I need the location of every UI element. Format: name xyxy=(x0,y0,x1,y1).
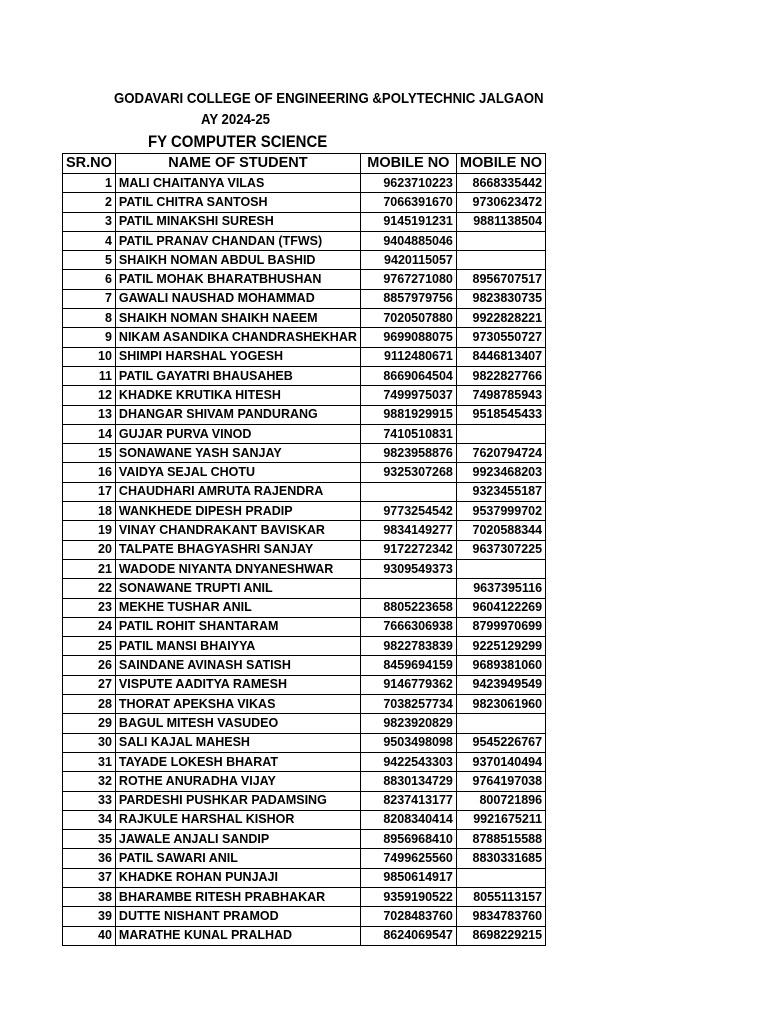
cell-srno: 3 xyxy=(63,212,116,231)
cell-srno: 37 xyxy=(63,868,116,887)
cell-mobile-1: 9172272342 xyxy=(360,540,456,559)
cell-student-name: VISPUTE AADITYA RAMESH xyxy=(115,675,360,694)
cell-student-name: PATIL MANSI BHAIYYA xyxy=(115,637,360,656)
cell-srno: 22 xyxy=(63,579,116,598)
cell-mobile-2: 8799970699 xyxy=(456,617,545,636)
cell-mobile-2: 8956707517 xyxy=(456,270,545,289)
cell-srno: 7 xyxy=(63,289,116,308)
table-row xyxy=(63,791,546,810)
cell-student-name: WADODE NIYANTA DNYANESHWAR xyxy=(115,559,360,578)
table-row xyxy=(63,849,546,868)
cell-student-name: PATIL MINAKSHI SURESH xyxy=(115,212,360,231)
table-row xyxy=(63,270,546,289)
cell-mobile-1: 7410510831 xyxy=(360,424,456,443)
cell-srno: 26 xyxy=(63,656,116,675)
cell-mobile-2: 9225129299 xyxy=(456,637,545,656)
table-row xyxy=(63,366,546,385)
table-row xyxy=(63,617,546,636)
cell-mobile-2: 7498785943 xyxy=(456,386,545,405)
cell-mobile-1: 8669064504 xyxy=(360,366,456,385)
cell-mobile-2: 8788515588 xyxy=(456,830,545,849)
cell-student-name: SONAWANE YASH SANJAY xyxy=(115,444,360,463)
table-row xyxy=(63,714,546,733)
cell-mobile-2: 800721896 xyxy=(456,791,545,810)
cell-student-name: BHARAMBE RITESH PRABHAKAR xyxy=(115,887,360,906)
cell-mobile-2 xyxy=(456,251,545,270)
cell-mobile-2: 9921675211 xyxy=(456,810,545,829)
col-header-srno: SR.NO xyxy=(63,154,116,174)
cell-mobile-2: 9923468203 xyxy=(456,463,545,482)
cell-student-name: GUJAR PURVA VINOD xyxy=(115,424,360,443)
cell-srno: 35 xyxy=(63,830,116,849)
table-row xyxy=(63,656,546,675)
table-row xyxy=(63,424,546,443)
table-row xyxy=(63,482,546,501)
cell-srno: 27 xyxy=(63,675,116,694)
cell-srno: 4 xyxy=(63,231,116,250)
cell-mobile-2: 9423949549 xyxy=(456,675,545,694)
cell-srno: 30 xyxy=(63,733,116,752)
table-row xyxy=(63,444,546,463)
cell-mobile-1: 9850614917 xyxy=(360,868,456,887)
cell-srno: 1 xyxy=(63,174,116,193)
cell-srno: 21 xyxy=(63,559,116,578)
cell-mobile-2 xyxy=(456,559,545,578)
cell-student-name: JAWALE ANJALI SANDIP xyxy=(115,830,360,849)
cell-srno: 32 xyxy=(63,772,116,791)
cell-srno: 9 xyxy=(63,328,116,347)
col-header-name: NAME OF STUDENT xyxy=(115,154,360,174)
cell-mobile-1: 9309549373 xyxy=(360,559,456,578)
table-row xyxy=(63,733,546,752)
cell-student-name: PATIL SAWARI ANIL xyxy=(115,849,360,868)
cell-srno: 20 xyxy=(63,540,116,559)
table-row xyxy=(63,521,546,540)
cell-mobile-1: 9404885046 xyxy=(360,231,456,250)
table-row xyxy=(63,868,546,887)
cell-student-name: SAINDANE AVINASH SATISH xyxy=(115,656,360,675)
cell-mobile-1: 8624069547 xyxy=(360,926,456,945)
cell-srno: 13 xyxy=(63,405,116,424)
cell-student-name: MEKHE TUSHAR ANIL xyxy=(115,598,360,617)
cell-srno: 5 xyxy=(63,251,116,270)
cell-student-name: SHAIKH NOMAN ABDUL BASHID xyxy=(115,251,360,270)
cell-mobile-2: 9764197038 xyxy=(456,772,545,791)
table-row xyxy=(63,907,546,926)
cell-srno: 16 xyxy=(63,463,116,482)
table-row xyxy=(63,926,546,945)
cell-srno: 12 xyxy=(63,386,116,405)
table-row xyxy=(63,598,546,617)
table-row xyxy=(63,637,546,656)
cell-mobile-2: 9823830735 xyxy=(456,289,545,308)
table-row xyxy=(63,502,546,521)
cell-mobile-1: 9422543303 xyxy=(360,752,456,771)
cell-mobile-2: 9637307225 xyxy=(456,540,545,559)
table-row xyxy=(63,695,546,714)
table-row xyxy=(63,887,546,906)
cell-student-name: TALPATE BHAGYASHRI SANJAY xyxy=(115,540,360,559)
table-row xyxy=(63,772,546,791)
cell-mobile-2: 9689381060 xyxy=(456,656,545,675)
cell-mobile-2: 9834783760 xyxy=(456,907,545,926)
cell-student-name: PATIL ROHIT SHANTARAM xyxy=(115,617,360,636)
cell-mobile-2: 8668335442 xyxy=(456,174,545,193)
cell-mobile-1: 8956968410 xyxy=(360,830,456,849)
header-row xyxy=(63,154,546,174)
cell-mobile-2: 9604122269 xyxy=(456,598,545,617)
cell-srno: 31 xyxy=(63,752,116,771)
cell-srno: 33 xyxy=(63,791,116,810)
cell-srno: 8 xyxy=(63,309,116,328)
col-header-mobile-1: MOBILE NO xyxy=(360,154,456,174)
cell-mobile-2: 9881138504 xyxy=(456,212,545,231)
table-row xyxy=(63,675,546,694)
table-row xyxy=(63,251,546,270)
cell-mobile-2: 9922828221 xyxy=(456,309,545,328)
cell-student-name: VINAY CHANDRAKANT BAVISKAR xyxy=(115,521,360,540)
cell-mobile-1: 9146779362 xyxy=(360,675,456,694)
table-row xyxy=(63,540,546,559)
table-row xyxy=(63,810,546,829)
cell-mobile-1: 8459694159 xyxy=(360,656,456,675)
cell-mobile-1: 7066391670 xyxy=(360,193,456,212)
cell-srno: 23 xyxy=(63,598,116,617)
cell-mobile-1: 7028483760 xyxy=(360,907,456,926)
table-row xyxy=(63,405,546,424)
cell-srno: 38 xyxy=(63,887,116,906)
cell-mobile-1: 9420115057 xyxy=(360,251,456,270)
table-row xyxy=(63,559,546,578)
cell-srno: 36 xyxy=(63,849,116,868)
cell-mobile-2: 9518545433 xyxy=(456,405,545,424)
cell-srno: 29 xyxy=(63,714,116,733)
cell-student-name: PATIL MOHAK BHARATBHUSHAN xyxy=(115,270,360,289)
cell-student-name: MARATHE KUNAL PRALHAD xyxy=(115,926,360,945)
cell-srno: 34 xyxy=(63,810,116,829)
cell-student-name: DHANGAR SHIVAM PANDURANG xyxy=(115,405,360,424)
cell-mobile-1: 9834149277 xyxy=(360,521,456,540)
cell-mobile-1: 9503498098 xyxy=(360,733,456,752)
cell-student-name: PATIL CHITRA SANTOSH xyxy=(115,193,360,212)
academic-year: AY 2024-25 xyxy=(201,111,270,128)
department-title: FY COMPUTER SCIENCE xyxy=(148,132,328,151)
cell-student-name: VAIDYA SEJAL CHOTU xyxy=(115,463,360,482)
cell-mobile-1: 8857979756 xyxy=(360,289,456,308)
cell-mobile-1: 7020507880 xyxy=(360,309,456,328)
cell-mobile-1: 9623710223 xyxy=(360,174,456,193)
cell-srno: 17 xyxy=(63,482,116,501)
cell-srno: 15 xyxy=(63,444,116,463)
cell-mobile-2: 9730623472 xyxy=(456,193,545,212)
cell-mobile-1: 7499975037 xyxy=(360,386,456,405)
cell-student-name: BAGUL MITESH VASUDEO xyxy=(115,714,360,733)
cell-mobile-1: 7666306938 xyxy=(360,617,456,636)
cell-srno: 40 xyxy=(63,926,116,945)
cell-mobile-2: 9323455187 xyxy=(456,482,545,501)
cell-srno: 28 xyxy=(63,695,116,714)
table-row xyxy=(63,289,546,308)
cell-mobile-1: 9823958876 xyxy=(360,444,456,463)
cell-student-name: SONAWANE TRUPTI ANIL xyxy=(115,579,360,598)
cell-student-name: MALI CHAITANYA VILAS xyxy=(115,174,360,193)
cell-srno: 19 xyxy=(63,521,116,540)
cell-mobile-1: 9325307268 xyxy=(360,463,456,482)
cell-mobile-2: 8446813407 xyxy=(456,347,545,366)
table-row xyxy=(63,347,546,366)
cell-srno: 11 xyxy=(63,366,116,385)
cell-mobile-1: 9822783839 xyxy=(360,637,456,656)
cell-mobile-1: 9823920829 xyxy=(360,714,456,733)
cell-mobile-2 xyxy=(456,231,545,250)
cell-student-name: RAJKULE HARSHAL KISHOR xyxy=(115,810,360,829)
table-row xyxy=(63,752,546,771)
cell-mobile-2: 9537999702 xyxy=(456,502,545,521)
cell-student-name: THORAT APEKSHA VIKAS xyxy=(115,695,360,714)
cell-mobile-2: 7020588344 xyxy=(456,521,545,540)
table-row xyxy=(63,309,546,328)
table-row xyxy=(63,463,546,482)
cell-student-name: PATIL GAYATRI BHAUSAHEB xyxy=(115,366,360,385)
cell-mobile-1: 9767271080 xyxy=(360,270,456,289)
cell-mobile-1: 9112480671 xyxy=(360,347,456,366)
table-row xyxy=(63,193,546,212)
cell-mobile-2: 9637395116 xyxy=(456,579,545,598)
cell-srno: 14 xyxy=(63,424,116,443)
table-row xyxy=(63,579,546,598)
table-row xyxy=(63,231,546,250)
cell-mobile-2: 7620794724 xyxy=(456,444,545,463)
cell-mobile-1: 8208340414 xyxy=(360,810,456,829)
cell-mobile-1: 9881929915 xyxy=(360,405,456,424)
cell-mobile-2: 8698229215 xyxy=(456,926,545,945)
cell-mobile-2: 8830331685 xyxy=(456,849,545,868)
cell-mobile-1: 7038257734 xyxy=(360,695,456,714)
cell-mobile-1: 8237413177 xyxy=(360,791,456,810)
student-table xyxy=(62,153,546,946)
cell-student-name: CHAUDHARI AMRUTA RAJENDRA xyxy=(115,482,360,501)
cell-student-name: WANKHEDE DIPESH PRADIP xyxy=(115,502,360,521)
cell-mobile-1: 9145191231 xyxy=(360,212,456,231)
cell-mobile-1 xyxy=(360,482,456,501)
cell-student-name: PARDESHI PUSHKAR PADAMSING xyxy=(115,791,360,810)
cell-student-name: TAYADE LOKESH BHARAT xyxy=(115,752,360,771)
cell-mobile-1: 9359190522 xyxy=(360,887,456,906)
cell-srno: 24 xyxy=(63,617,116,636)
cell-student-name: PATIL PRANAV CHANDAN (TFWS) xyxy=(115,231,360,250)
table-row xyxy=(63,212,546,231)
cell-student-name: KHADKE ROHAN PUNJAJI xyxy=(115,868,360,887)
cell-mobile-2: 9822827766 xyxy=(456,366,545,385)
cell-mobile-2: 9545226767 xyxy=(456,733,545,752)
cell-student-name: NIKAM ASANDIKA CHANDRASHEKHAR xyxy=(115,328,360,347)
cell-mobile-1: 9773254542 xyxy=(360,502,456,521)
cell-mobile-2: 9370140494 xyxy=(456,752,545,771)
cell-srno: 25 xyxy=(63,637,116,656)
cell-srno: 10 xyxy=(63,347,116,366)
cell-srno: 2 xyxy=(63,193,116,212)
table-row xyxy=(63,386,546,405)
table-row xyxy=(63,174,546,193)
college-title: GODAVARI COLLEGE OF ENGINEERING &POLYTECHNIC JALGAON xyxy=(114,90,544,107)
cell-student-name: ROTHE ANURADHA VIJAY xyxy=(115,772,360,791)
cell-srno: 39 xyxy=(63,907,116,926)
cell-student-name: GAWALI NAUSHAD MOHAMMAD xyxy=(115,289,360,308)
cell-mobile-2 xyxy=(456,424,545,443)
cell-mobile-1: 8805223658 xyxy=(360,598,456,617)
cell-mobile-1: 7499625560 xyxy=(360,849,456,868)
cell-mobile-2 xyxy=(456,868,545,887)
table-row xyxy=(63,328,546,347)
cell-student-name: DUTTE NISHANT PRAMOD xyxy=(115,907,360,926)
cell-mobile-1: 9699088075 xyxy=(360,328,456,347)
table-row xyxy=(63,830,546,849)
cell-mobile-1 xyxy=(360,579,456,598)
cell-mobile-2: 9823061960 xyxy=(456,695,545,714)
cell-mobile-2: 8055113157 xyxy=(456,887,545,906)
cell-mobile-2 xyxy=(456,714,545,733)
cell-mobile-1: 8830134729 xyxy=(360,772,456,791)
col-header-mobile-2: MOBILE NO xyxy=(456,154,545,174)
cell-student-name: SALI KAJAL MAHESH xyxy=(115,733,360,752)
cell-student-name: SHAIKH NOMAN SHAIKH NAEEM xyxy=(115,309,360,328)
cell-mobile-2: 9730550727 xyxy=(456,328,545,347)
cell-student-name: KHADKE KRUTIKA HITESH xyxy=(115,386,360,405)
cell-srno: 18 xyxy=(63,502,116,521)
cell-srno: 6 xyxy=(63,270,116,289)
cell-student-name: SHIMPI HARSHAL YOGESH xyxy=(115,347,360,366)
